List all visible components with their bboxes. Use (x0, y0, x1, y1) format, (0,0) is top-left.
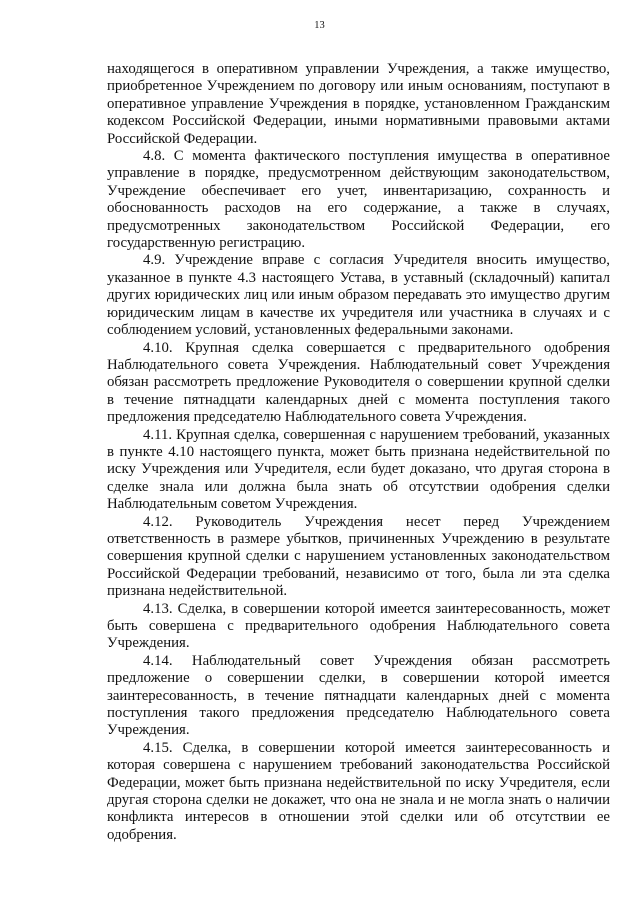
paragraph-4-13: 4.13. Сделка, в совершении которой имеется заинтересованность, может быть совершена с предварительного одобрения Наблюдательного совета Учреждения. (107, 600, 610, 652)
paragraph-4-12: 4.12. Руководитель Учреждения несет перед Учреждением ответственность в размере убытков, причиненных Учреждению в результате совершения крупной сделки с нарушением установленных законодательством Российской Федерации требований, независимо от того, была ли эта сделка признана недействительной. (107, 513, 610, 600)
document-body (107, 61, 610, 844)
paragraph-4-15: 4.15. Сделка, в совершении которой имеется заинтересованность и которая совершена с нарушением требований законодательства Российской Федерации, может быть признана недействительной по иску Учредителя, если другая сторона сделки не докажет, что она не знала и не могла знать о наличии конфликта интересов в отношении этой сделки или об отсутствии ее одобрения. (107, 739, 610, 843)
page-number: 13 (314, 20, 325, 31)
paragraph-4-9: 4.9. Учреждение вправе с согласия Учредителя вносить имущество, указанное в пункте 4.3 настоящего Устава, в уставный (складочный) капитал других юридических лиц или иным образом передавать это имущество другим юридическим лицам в качестве их учредителя или участника в случаях и с соблюдением условий, установленных федеральными законами. (107, 252, 610, 339)
paragraph-continuation: находящегося в оперативном управлении Учреждения, а также имущество, приобретенное Учреждением по договору или иным основаниям, поступают в оперативное управление Учреждения в порядке, установленном Гражданским кодексом Российской Федерации, иными нормативными правовыми актами Российской Федерации. (107, 61, 610, 147)
paragraph-4-8: 4.8. С момента фактического поступления имущества в оперативное управление в порядке, предусмотренном действующим законодательством, Учреждение обеспечивает его учет, инвентаризацию, сохранность и обоснованность расходов на его содержание, а также в случаях, предусмотренных законодательством Российской Федерации, его государственную регистрацию. (107, 148, 610, 252)
paragraph-4-10: 4.10. Крупная сделка совершается с предварительного одобрения Наблюдательного совета Учреждения. Наблюдательный совет Учреждения обязан рассмотреть предложение Руководителя о совершении крупной сделки в течение пятнадцати календарных дней с момента поступления такого предложения председателю Наблюдательного совета Учреждения. (107, 339, 610, 426)
paragraph-4-11: 4.11. Крупная сделка, совершенная с нарушением требований, указанных в пункте 4.10 настоящего пункта, может быть признана недействительной по иску Учреждения или Учредителя, если будет доказано, что другая сторона в сделке знала или должна была знать об отсутствии одобрения сделки Наблюдательным советом Учреждения. (107, 426, 610, 513)
paragraph-4-14: 4.14. Наблюдательный совет Учреждения обязан рассмотреть предложение о совершении сделки, в совершении которой имеется заинтересованность, в течение пятнадцати календарных дней с момента поступления такого предложения председателю Наблюдательного совета Учреждения. (107, 652, 610, 739)
